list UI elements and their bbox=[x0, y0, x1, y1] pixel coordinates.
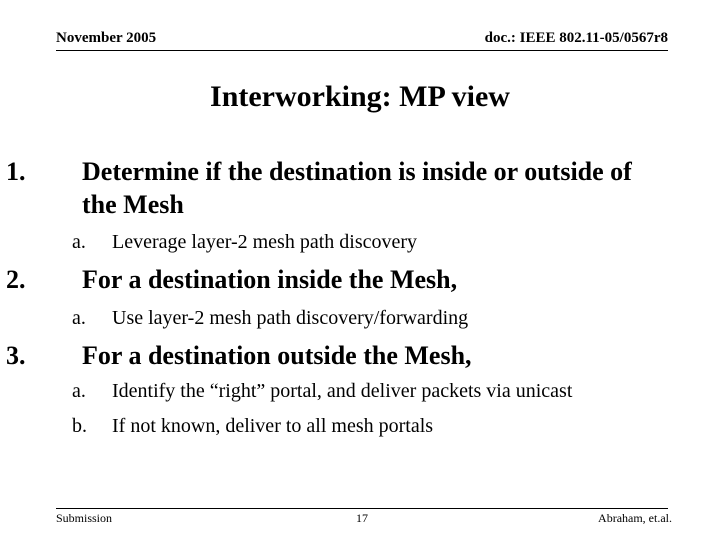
footer-author: Abraham, et.al. bbox=[598, 511, 672, 525]
item-text-line2: the Mesh bbox=[82, 190, 184, 219]
subitem-letter: b. bbox=[72, 415, 87, 437]
footer-submission: Submission bbox=[56, 511, 113, 525]
subitem-text: Identify the “right” portal, and deliver packets via unicast bbox=[112, 380, 573, 402]
item-number: 1. bbox=[6, 157, 26, 186]
subitem-letter: a. bbox=[72, 380, 86, 402]
item-text-line1: For a destination inside the Mesh, bbox=[82, 265, 458, 294]
subitem-letter: a. bbox=[72, 231, 86, 253]
subitem-text: Use layer-2 mesh path discovery/forwarding bbox=[112, 307, 469, 329]
subitem-text: Leverage layer-2 mesh path discovery bbox=[112, 231, 418, 253]
header-divider bbox=[56, 50, 668, 51]
item-number: 2. bbox=[6, 265, 26, 294]
subitem-letter: a. bbox=[72, 307, 86, 329]
footer-divider bbox=[56, 508, 668, 509]
item-number: 3. bbox=[6, 341, 26, 370]
footer-page-number: 17 bbox=[356, 511, 368, 525]
slide-title: Interworking: MP view bbox=[210, 80, 510, 113]
header-date: November 2005 bbox=[56, 30, 157, 46]
subitem-text: If not known, deliver to all mesh portals bbox=[112, 415, 434, 437]
header-doc-id: doc.: IEEE 802.11-05/0567r8 bbox=[484, 30, 668, 46]
item-text-line1: For a destination outside the Mesh, bbox=[82, 341, 472, 370]
item-text-line1: Determine if the destination is inside or outside of bbox=[82, 157, 632, 186]
